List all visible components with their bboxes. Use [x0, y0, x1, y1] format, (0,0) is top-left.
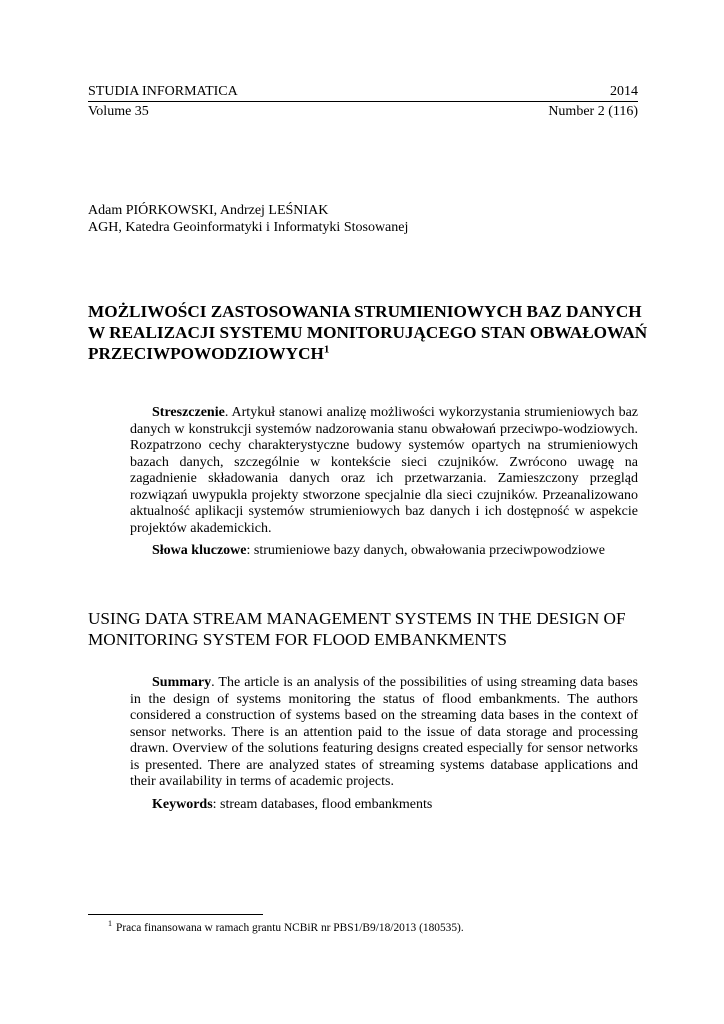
header-rule — [88, 101, 638, 102]
keywords-english-text: : stream databases, flood embankments — [212, 796, 433, 812]
abstract-polish-label: Streszczenie — [152, 405, 225, 420]
running-header-bottom — [88, 104, 638, 120]
title-polish — [88, 301, 648, 364]
footnote-rule — [88, 914, 263, 915]
author-affiliation: AGH, Katedra Geoinformatyki i Informatyki Stosowanej — [88, 220, 409, 235]
keywords-polish-label: Słowa kluczowe — [152, 543, 247, 558]
abstract-english-label: Summary — [152, 675, 212, 690]
abstract-polish-paragraph — [130, 405, 638, 537]
journal-year: 2014 — [610, 84, 638, 99]
abstract-polish — [130, 405, 638, 560]
footnote-text: Praca finansowana w ramach grantu NCBiR nr PBS1/B9/18/2013 (180535). — [116, 922, 464, 934]
title-footnote-mark[interactable]: 1 — [323, 343, 330, 356]
footnote-mark: 1 — [108, 919, 112, 929]
journal-name: STUDIA INFORMATICA — [88, 84, 238, 99]
title-polish-text: MOŻLIWOŚCI ZASTOSOWANIA STRUMIENIOWYCH BAZ DANYCH W REALIZACJI SYSTEMU MONITORUJĄCEGO STAN OBWAŁOWAŃ PRZECIWPOWODZIOWYCH — [88, 302, 648, 363]
keywords-english-label: Keywords — [152, 796, 213, 812]
abstract-english-paragraph — [130, 675, 638, 791]
keywords-english — [130, 797, 638, 814]
keywords-polish-text: : strumieniowe bazy danych, obwałowania przeciwpowodziowe — [246, 543, 605, 558]
abstract-polish-text: . Artykuł stanowi analizę możliwości wykorzystania strumieniowych baz danych w konstrukcji systemów nadzorowania stanu obwałowań przeciwpo-wodziowych. Rozpatrzono cechy charakterystyczne budowy systemów opartych na strumieniowych bazach danych, szczególnie w kontekście sieci czujników. Zwrócono uwagę na zagadnienie składowania danych oraz ich przetwarzania. Zamieszczony przegląd rozwiązań uwypukla projekty stworzone specjalnie dla sieci czujników. Przeanalizowano aktualność aplikacji systemów strumieniowych baz danych i ich dostępność w aspekcie projektów akademickich. — [130, 405, 638, 536]
abstract-english — [130, 675, 638, 813]
author-block — [88, 202, 638, 236]
keywords-polish — [130, 543, 638, 560]
footnote — [108, 921, 628, 935]
title-english: USING DATA STREAM MANAGEMENT SYSTEMS IN THE DESIGN OF MONITORING SYSTEM FOR FLOOD EMBANKMENTS — [88, 609, 626, 649]
abstract-english-text: . The article is an analysis of the possibilities of using streaming data bases in the design of systems monitoring the status of flood embankments. The authors considered a construction of systems based on the streaming data bases in the context of sensor networks. There is an attention paid to the issue of data storage and processing drawn. Overview of the solutions featuring designs created especially for sensor networks is presented. There are analyzed states of streaming systems database applications and their availability in terms of academic projects. — [130, 675, 638, 789]
journal-number: Number 2 (116) — [548, 104, 638, 119]
running-header-top — [88, 84, 638, 100]
journal-volume: Volume 35 — [88, 104, 149, 119]
author-names: Adam PIÓRKOWSKI, Andrzej LEŚNIAK — [88, 203, 329, 218]
